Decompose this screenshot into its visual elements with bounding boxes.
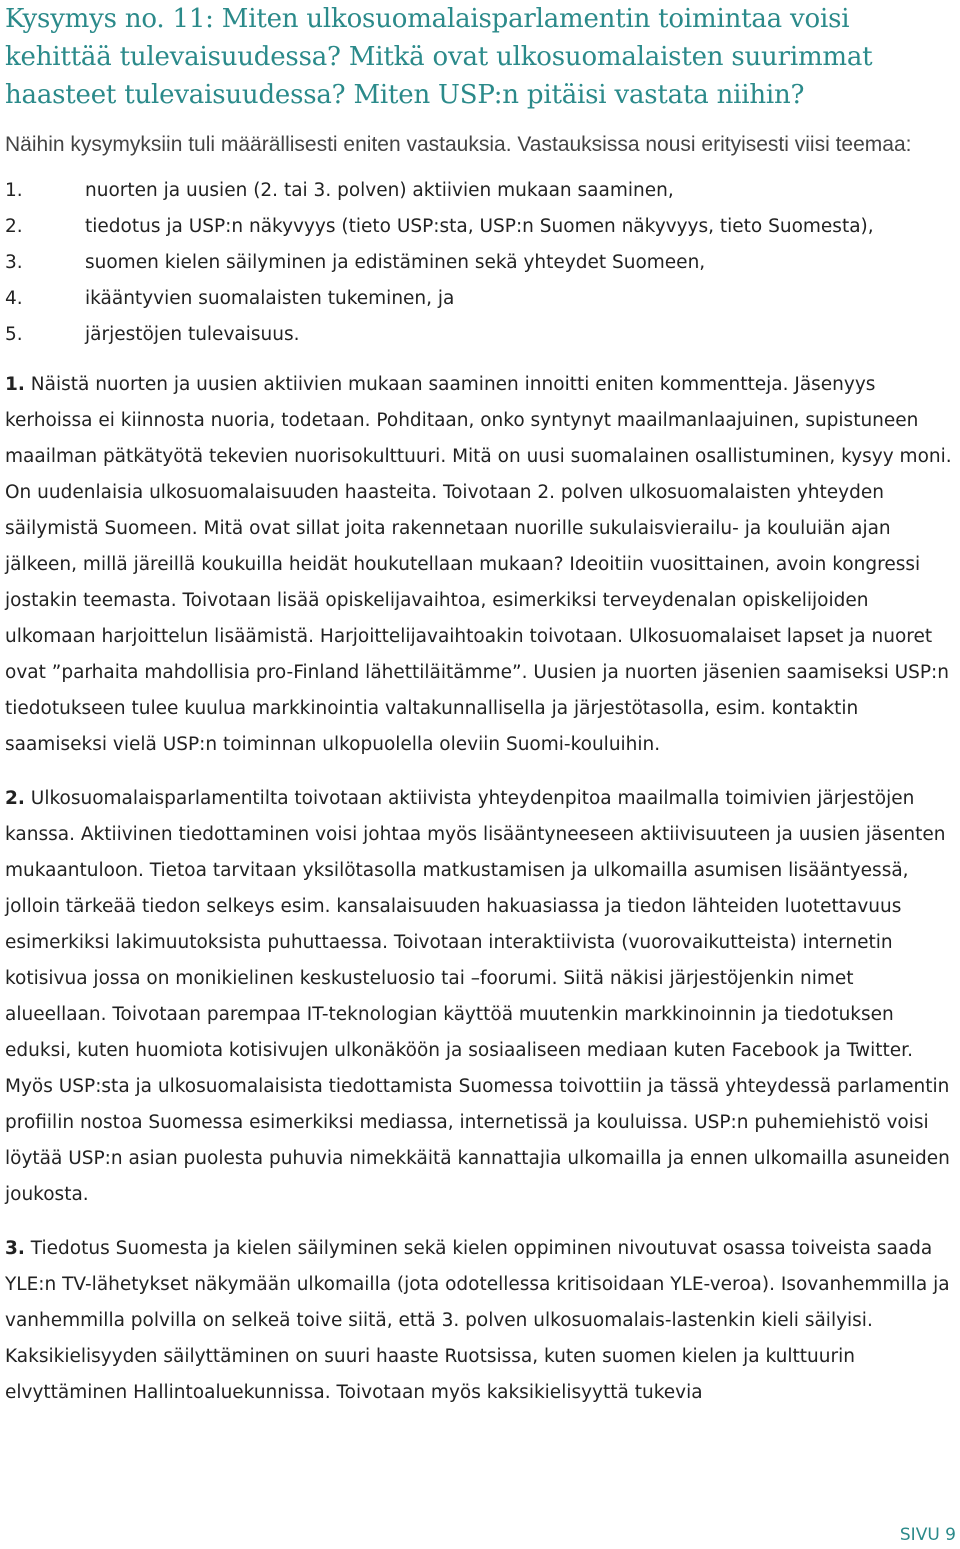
- list-item-number: 5.: [5, 324, 23, 345]
- intro-paragraph: Näihin kysymyksiin tuli määrällisesti eniten vastauksia. Vastauksissa nousi erityisesti viisi teemaa:: [5, 133, 912, 156]
- paragraph-text: Näistä nuorten ja uusien aktiivien mukaan saaminen innoitti eniten kommentteja. Jäsenyys kerhoissa ei kiinnosta nuoria, todetaan. Pohditaan, onko syntynyt maailmanlaajuinen, supistuneen maailman pätkätyötä tekevien nuorisokulttuuri. Mitä on uusi suomalainen osallistuminen, kysyy moni. On uudenlaisia ulkosuomalaisuuden haasteita. Toivotaan 2. polven ulkosuomalaisten yhteyden säilymistä Suomeen. Mitä ovat sillat joita rakennetaan nuorille sukulaisvierailu- ja kouluiän ajan jälkeen, millä järeillä koukuilla heidät houkutellaan mukaan? Ideoitiin vuosittainen, avoin kongressi jostakin teemasta. Toivotaan lisää opiskelijavaihtoa, esimerkiksi terveydenalan opiskelijoiden ulkomaan harjoittelun lisäämistä. Harjoittelijavaihtoakin toivotaan. Ulkosuomalaiset lapset ja nuoret ovat ”parhaita mahdollisia pro-Finland lähettiläitämme”. Uusien ja nuorten jäsenien saamiseksi USP:n tiedotukseen tulee kuulua markkinointia valtakunnallisella ja järjestötasolla, esim. kontaktin saamiseksi vielä USP:n toiminnan ulkopuolella oleviin Suomi-kouluihin.: [5, 374, 952, 755]
- list-item-text: nuorten ja uusien (2. tai 3. polven) aktiivien mukaan saaminen,: [85, 180, 674, 201]
- paragraph-text: Tiedotus Suomesta ja kielen säilyminen sekä kielen oppiminen nivoutuvat osassa toiveista saada YLE:n TV-lähetykset näkymään ulkomailla (jota odotellessa kritisoidaan YLE-veroa). Isovanhemmilla ja vanhemmilla polvilla on selkeä toive siitä, että 3. polven ulkosuomalais-lastenkin kieli säilyisi. Kaksikielisyyden säilyttäminen on suuri haaste Ruotsissa, kuten suomen kielen ja kulttuurin elvyttäminen Hallintoaluekunnissa. Toivotaan myös kaksikielisyyttä tukevia: [5, 1238, 950, 1403]
- paragraph-number: 2.: [5, 788, 25, 809]
- list-item-number: 2.: [5, 216, 23, 237]
- paragraph-3: [5, 1231, 955, 1411]
- document-page: [5, 0, 955, 1411]
- paragraph-text: Ulkosuomalaisparlamentilta toivotaan aktiivista yhteydenpitoa maailmalla toimivien järjestöjen kanssa. Aktiivinen tiedottaminen voisi johtaa myös lisääntyneeseen aktiivisuuteen ja uusien jäsenten mukaantuloon. Tietoa tarvitaan yksilötasolla matkustamisen ja ulkomailla asumisen lisääntyessä, jolloin tärkeää tiedon selkeys esim. kansalaisuuden hakuasiassa ja tiedon lähteiden luotettavuus esimerkiksi lakimuutoksista puhuttaessa. Toivotaan interaktiivista (vuorovaikutteista) internetin kotisivua jossa on monikielinen keskusteluosio tai –foorumi. Siitä näkisi järjestöjenkin nimet alueellaan. Toivotaan parempaa IT-teknologian käyttöä muutenkin markkinoinnin ja tiedotuksen eduksi, kuten huomiota kotisivujen ulkonäköön ja sosiaaliseen mediaan kuten Facebook ja Twitter. Myös USP:sta ja ulkosuomalaisista tiedottamista Suomessa toivottiin ja tässä yhteydessä parlamentin profiilin nostoa Suomessa esimerkiksi mediassa, internetissä ja kouluissa. USP:n puhemiehistö voisi löytää USP:n asian puolesta puhuvia nimekkäitä kannattajia ulkomailla ja ennen ulkomailla asuneiden joukosta.: [5, 788, 950, 1205]
- list-item-number: 1.: [5, 180, 23, 201]
- list-item: [5, 173, 955, 209]
- list-item-number: 3.: [5, 252, 23, 273]
- page-number: SIVU 9: [899, 1525, 956, 1545]
- list-item: [5, 209, 955, 245]
- body-paragraphs: [5, 367, 955, 1411]
- paragraph-number: 3.: [5, 1238, 25, 1259]
- list-item-text: suomen kielen säilyminen ja edistäminen sekä yhteydet Suomeen,: [85, 252, 706, 273]
- list-item: [5, 317, 955, 353]
- list-item: [5, 245, 955, 281]
- list-item: [5, 281, 955, 317]
- list-item-text: ikääntyvien suomalaisten tukeminen, ja: [85, 288, 455, 309]
- question-heading: Kysymys no. 11: Miten ulkosuomalaisparlamentin toimintaa voisi kehittää tulevaisuudessa? Mitkä ovat ulkosuomalaisten suurimmat haasteet tulevaisuudessa? Miten USP:n pitäisi vastata niihin?: [5, 4, 873, 110]
- list-item-number: 4.: [5, 288, 23, 309]
- list-item-text: tiedotus ja USP:n näkyvyys (tieto USP:sta, USP:n Suomen näkyvyys, tieto Suomesta),: [85, 216, 874, 237]
- paragraph-2: [5, 781, 955, 1213]
- themes-list: [5, 173, 955, 353]
- paragraph-1: [5, 367, 955, 763]
- paragraph-number: 1.: [5, 374, 25, 395]
- list-item-text: järjestöjen tulevaisuus.: [85, 324, 300, 345]
